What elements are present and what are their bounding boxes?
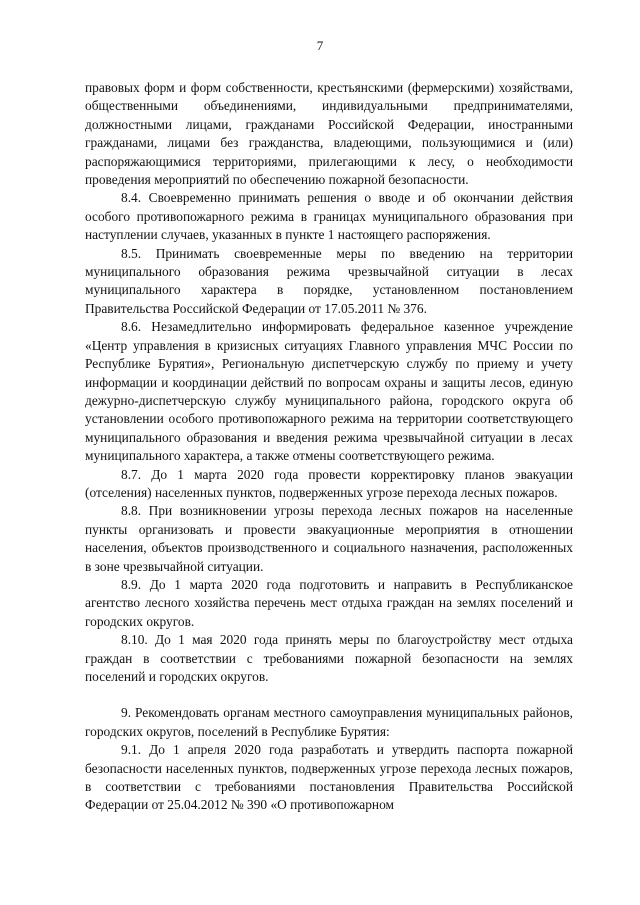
paragraph-8-5: 8.5. Принимать своевременные меры по введению на территории муниципального образования режима чрезвычайной ситуации в лесах муниципального характера в порядке, установленном постановлением Правительства Российской Федерации от 17.05.2011 № 376. <box>85 245 573 316</box>
paragraph-8-10: 8.10. До 1 мая 2020 года принять меры по благоустройству мест отдыха граждан в соответствии с требованиями пожарной безопасности на землях поселений и городских округов. <box>85 632 573 684</box>
paragraph-8-4: 8.4. Своевременно принимать решения о вводе и об окончании действия особого противопожарного режима в границах муниципального образования при наступлении случаев, указанных в пункте 1 настоящего распоряжения. <box>85 190 573 243</box>
document-body <box>85 79 573 815</box>
page-number: 7 <box>316 38 324 53</box>
paragraph-continuation: правовых форм и форм собственности, крестьянскими (фермерскими) хозяйствами, общественными объединениями, индивидуальными предпринимателями, должностными лицами, гражданами Российской Федерации, иностранными гражданами, лицами без гражданства, владеющими, пользующимися и (или) распоряжающимися территориями, прилегающими к лесу, о необходимости проведения мероприятий по обеспечению пожарной безопасности. <box>85 80 573 188</box>
paragraph-9: 9. Рекомендовать органам местного самоуправления муниципальных районов, городских округов, поселений в Республике Бурятия: <box>85 705 573 739</box>
paragraph-8-7: 8.7. До 1 марта 2020 года провести корректировку планов эвакуации (отселения) населенных пунктов, подверженных угрозе перехода лесных пожаров. <box>85 466 573 500</box>
paragraph-8-6: 8.6. Незамедлительно информировать федеральное казенное учреждение «Центр управления в кризисных ситуациях Главного управления МЧС России по Республике Бурятия», Региональную диспетчерскую службу по приему и учету информации и координации действий по вопросам охраны и защиты лесов, единую дежурно-диспетчерскую службу муниципального района, городского округа об установлении особого противопожарного режима на территории соответствующего муниципального образования и введения режима чрезвычайной ситуации в лесах муниципального характера, а также отмены соответствующего режима. <box>85 319 573 464</box>
paragraph-8-8: 8.8. При возникновении угрозы перехода лесных пожаров на населенные пункты организовать и провести эвакуационные мероприятия в отношении населения, объектов производственного и социального назначения, расположенных в зоне чрезвычайной ситуации. <box>85 503 573 574</box>
section-spacer <box>85 686 573 704</box>
paragraph-9-1: 9.1. До 1 апреля 2020 года разработать и утвердить паспорта пожарной безопасности населенных пунктов, подверженных угрозе перехода лесных пожаров, в соответствии с требованиями постановления Правительства Российской Федерации от 25.04.2012 № 390 «О противопожарном <box>85 742 573 813</box>
paragraph-8-9: 8.9. До 1 марта 2020 года подготовить и направить в Республиканское агентство лесного хозяйства перечень мест отдыха граждан на землях поселений и городских округов. <box>85 576 573 629</box>
